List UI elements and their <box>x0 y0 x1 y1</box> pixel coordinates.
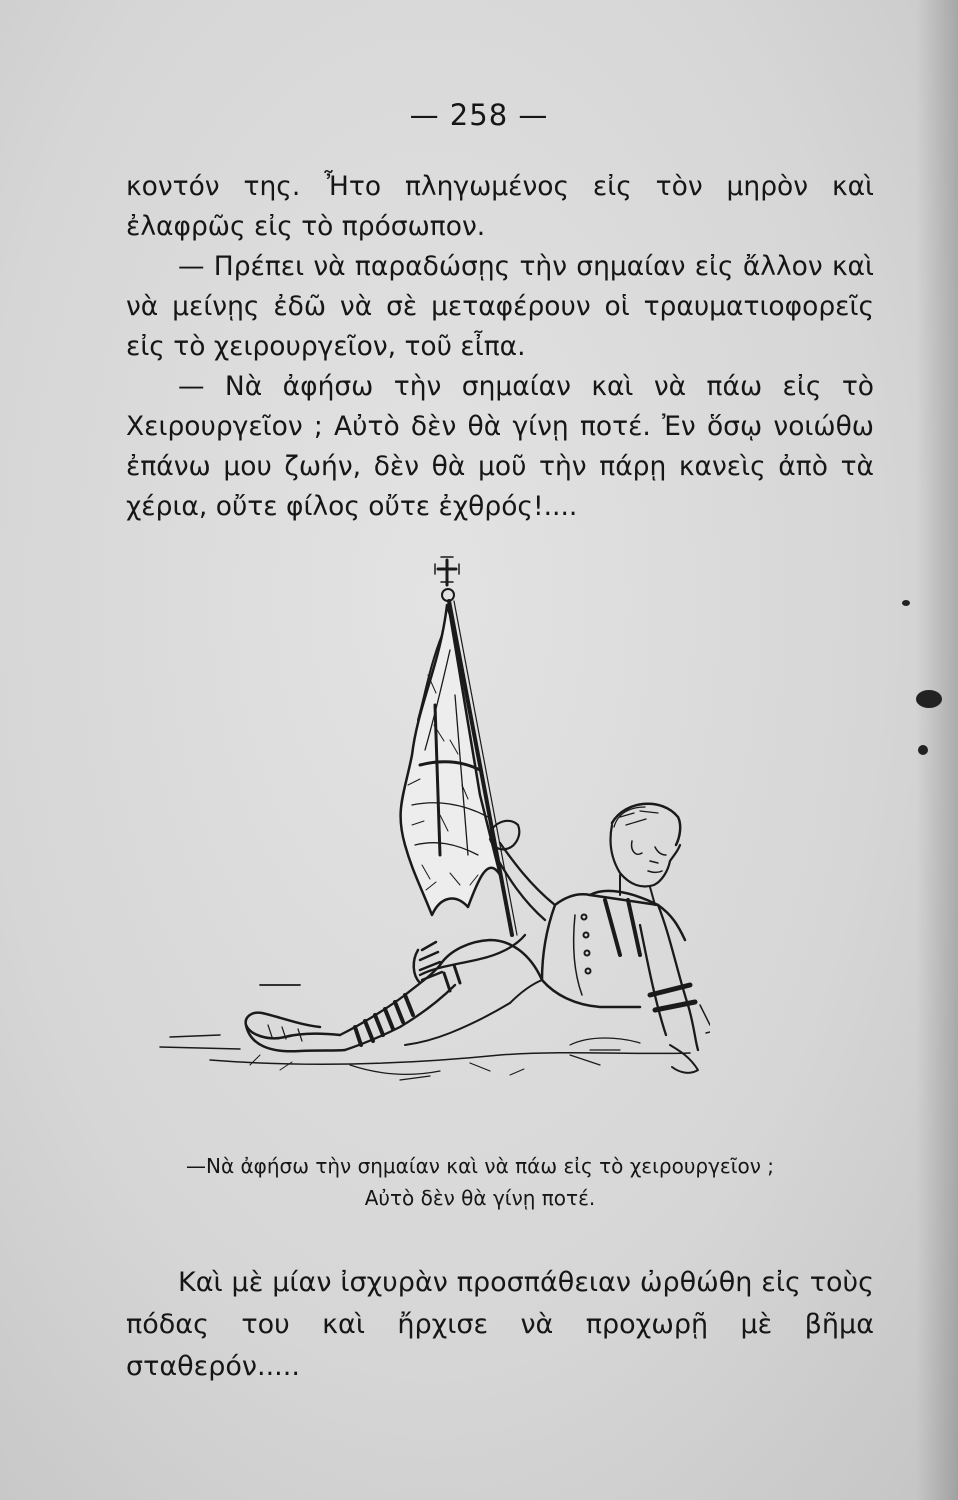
text-block-bottom <box>126 1262 874 1388</box>
text-block-top <box>126 167 874 527</box>
paragraph: κοντόν της. Ἦτο πληγωμένος εἰς τὸν μηρὸν καὶ ἐλαφρῶς εἰς τὸ πρόσωπον. <box>126 171 874 242</box>
ink-stain <box>918 745 928 755</box>
paragraph: — Πρέπει νὰ παραδώσῃς τὴν σημαίαν εἰς ἄλλον καὶ νὰ μείνῃς ἐδῶ νὰ σὲ μεταφέρουν οἱ τραυματιοφορεῖς εἰς τὸ χειρουργεῖον, τοῦ εἶπα. <box>126 251 874 362</box>
caption-line: Αὐτὸ δὲν θὰ γίνῃ ποτέ. <box>364 1186 596 1210</box>
ink-stain <box>916 690 942 708</box>
soldier-with-flag-drawing <box>150 555 710 1145</box>
page-number: — 258 — <box>409 98 549 132</box>
illustration <box>150 555 710 1145</box>
paragraph: Καὶ μὲ μίαν ἰσχυρὰν προσπάθειαν ὠρθώθη εἰς τοὺς πόδας του καὶ ἤρχισε νὰ προχωρῇ μὲ βῆμα σταθερόν..... <box>126 1267 874 1382</box>
caption-line: —Νὰ ἀφήσω τὴν σημαίαν καὶ νὰ πάω εἰς τὸ χειρουργεῖον ; <box>185 1154 775 1178</box>
ink-stain <box>902 600 910 606</box>
figure-caption <box>100 1150 860 1214</box>
paragraph: — Νὰ ἀφήσω τὴν σημαίαν καὶ νὰ πάω εἰς τὸ Χειρουργεῖον ; Αὐτὸ δὲν θὰ γίνῃ ποτέ. Ἐν ὅσῳ νοιώθω ἐπάνω μου ζωήν, δὲν θὰ μοῦ τὴν πάρῃ κανεὶς ἀπὸ τὰ χέρια, οὔτε φίλος οὔτε ἐχθρός!.... <box>126 371 874 522</box>
